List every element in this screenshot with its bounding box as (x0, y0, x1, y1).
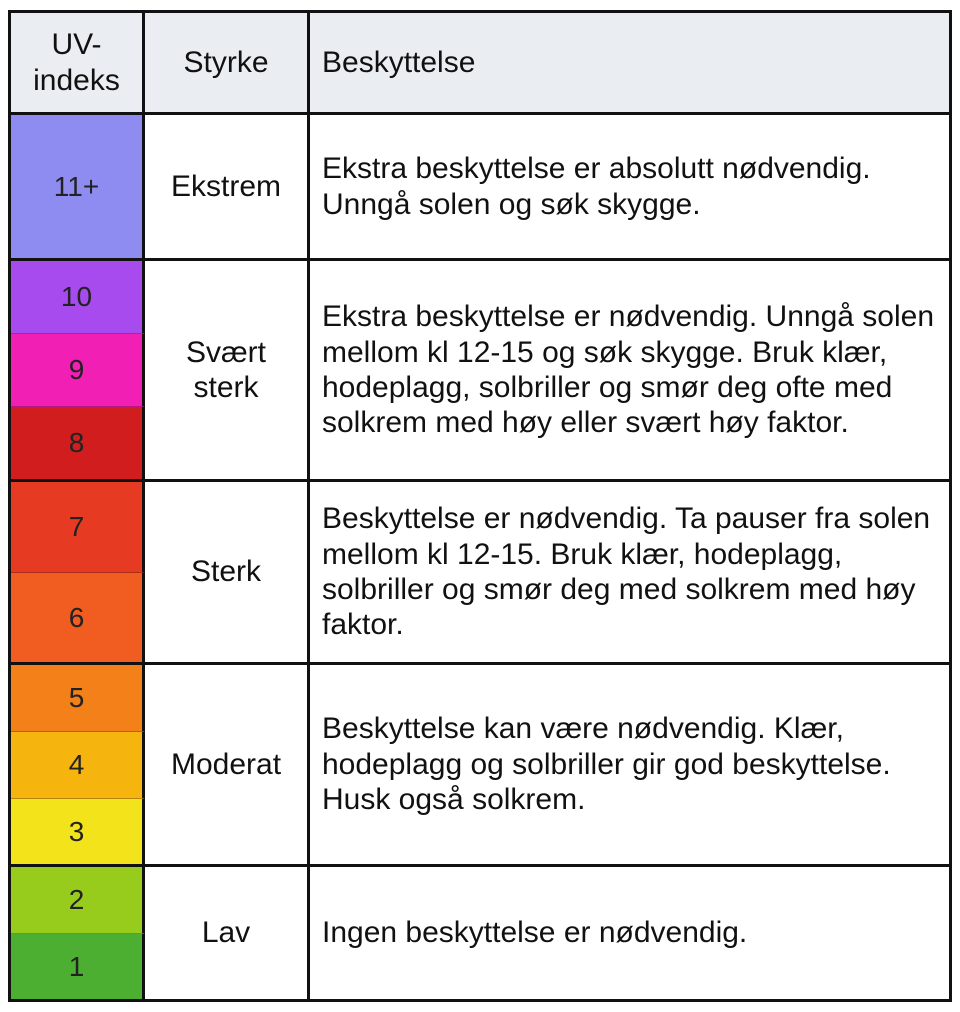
level-moderate: Moderat (145, 665, 310, 867)
uv-value-3: 3 (11, 799, 145, 867)
description-very-high: Ekstra beskyttelse er nødvendig. Unngå solen mellom kl 12-15 og søk skygge. Bruk klær, hodeplagg, solbriller og smør deg ofte med solkrem med høy eller svært høy faktor. (310, 261, 949, 482)
uv-value-6: 6 (11, 573, 145, 665)
uv-value-1: 1 (11, 934, 145, 999)
uv-index-table (8, 10, 952, 1002)
uv-value-11plus: 11+ (11, 115, 145, 261)
level-high: Sterk (145, 482, 310, 665)
level-very-high: Svært sterk (145, 261, 310, 482)
header-protection: Beskyttelse (310, 13, 949, 115)
uv-value-2: 2 (11, 867, 145, 934)
uv-value-10: 10 (11, 261, 145, 334)
uv-value-4: 4 (11, 732, 145, 799)
description-moderate: Beskyttelse kan være nødvendig. Klær, hodeplagg og solbriller gir god beskyttelse. Husk også solkrem. (310, 665, 949, 867)
description-extreme: Ekstra beskyttelse er absolutt nødvendig. Unngå solen og søk skygge. (310, 115, 949, 261)
uv-value-9: 9 (11, 334, 145, 407)
header-level: Styrke (145, 13, 310, 115)
uv-value-7: 7 (11, 482, 145, 573)
level-extreme: Ekstrem (145, 115, 310, 261)
description-high: Beskyttelse er nødvendig. Ta pauser fra solen mellom kl 12-15. Bruk klær, hodeplagg, solbriller og smør deg med solkrem med høy faktor. (310, 482, 949, 665)
header-uv-index: UV- indeks (11, 13, 145, 115)
level-low: Lav (145, 867, 310, 999)
uv-value-8: 8 (11, 407, 145, 482)
description-low: Ingen beskyttelse er nødvendig. (322, 916, 748, 950)
uv-value-5: 5 (11, 665, 145, 732)
